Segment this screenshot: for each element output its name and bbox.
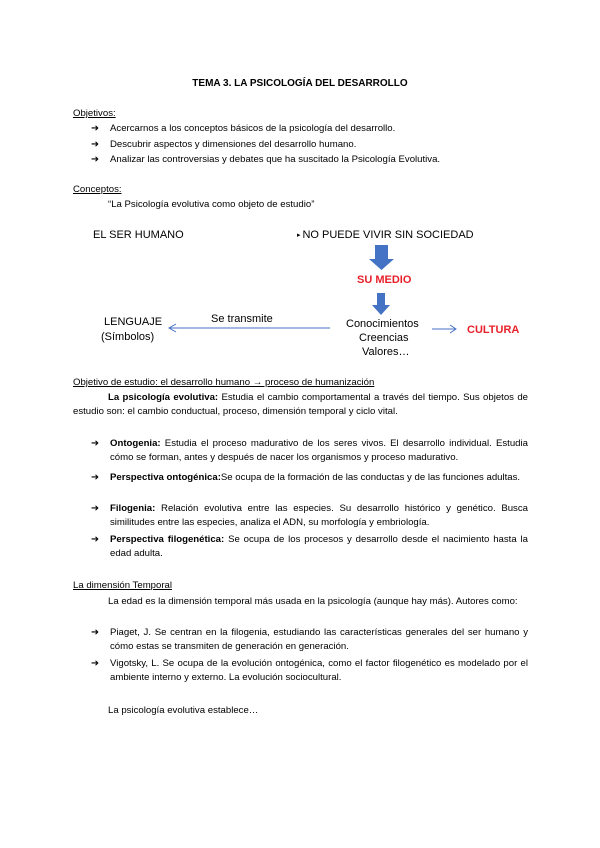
diagram-creencias: Creencias (359, 332, 409, 344)
diagram-simbolos: (Símbolos) (101, 331, 155, 343)
arrow-icon: ➔ (91, 503, 100, 514)
dimension-intro (73, 595, 528, 609)
item-bold-term: Perspectiva filogenética: (110, 534, 225, 545)
diagram-ser-humano: EL SER HUMANO (93, 229, 184, 241)
arrow-icon: ➔ (91, 438, 100, 449)
item-bold-term: Filogenia: (110, 503, 156, 514)
dimension-intro-text: La edad es la dimensión temporal más usada en la psicología (aunque hay más). Autores como: (108, 596, 518, 607)
objetivos-item-2: Descubrir aspectos y dimensiones del desarrollo humano. (110, 139, 357, 150)
objetivos-item-1: Acercarnos a los conceptos básicos de la psicología del desarrollo. (110, 123, 396, 134)
perspectiva-filogenetica-item (110, 533, 528, 561)
objetivos-arrow-icon: ➔ (91, 154, 100, 165)
diagram-cultura: CULTURA (467, 324, 520, 336)
ontogenia-item (110, 437, 528, 465)
diagram-su-medio: SU MEDIO (357, 274, 412, 286)
piaget-item: Piaget, J. Se centran en la filogenia, estudiando las características generales del ser humano y cómo estas se transmiten de generación en generación. (110, 627, 528, 652)
item-text: Se ocupa de los procesos y desarrollo desde el nacimiento hasta la edad adulta. (110, 534, 528, 559)
closing-line: La psicología evolutiva establece… (108, 705, 259, 716)
item-text: Estudia el proceso madurativo de los seres vivos. El desarrollo individual. Estudia cómo se forman, antes y después de nacer los organismos y proceso madurativo. (110, 438, 528, 463)
psicologia-evolutiva-paragraph (73, 391, 528, 419)
objetivos-item-3: Analizar las controversias y debates que ha suscitado la Psicología Evolutiva. (110, 154, 441, 165)
conceptos-quote: “La Psicología evolutiva como objeto de estudio” (108, 199, 315, 210)
objetivo-estudio-heading: Objetivo de estudio: el desarrollo humano → proceso de humanización (73, 377, 375, 388)
vigotsky-item: Vigotsky, L. Se ocupa de la evolución ontogénica, como el factor filogenético es modelado por el ambiente interno y externo. La evolución sociocultural. (110, 658, 528, 683)
arrow-icon: ➔ (91, 534, 100, 545)
diagram-lenguaje: LENGUAJE (104, 316, 163, 328)
objetivos-arrow-icon: ➔ (91, 139, 100, 150)
item-text: Relación evolutiva entre las especies. Su desarrollo histórico y genético. Busca similitudes entre las especies, analiza el ADN, su morfología y embriología. (110, 503, 528, 528)
diagram-se-transmite: Se transmite (211, 313, 273, 325)
page-title: TEMA 3. LA PSICOLOGÍA DEL DESARROLLO (192, 78, 408, 89)
arrow-icon: ➔ (91, 627, 100, 638)
small-arrow-icon: ▸ (297, 232, 303, 240)
arrow-icon: ➔ (91, 658, 100, 669)
diagram-conocimientos: Conocimientos (346, 318, 419, 330)
down-arrow-icon (369, 245, 394, 270)
item-bold-term: Ontogenia: (110, 438, 161, 449)
diagram-no-puede-text: NO PUEDE VIVIR SIN SOCIEDAD (302, 229, 474, 241)
perspectiva-ontogenica-item (110, 471, 528, 485)
item-text: Se ocupa de la formación de las conductas y de las funciones adultas. (220, 472, 521, 483)
objetivos-heading: Objetivos: (73, 108, 116, 119)
paragraph-text: Estudia el cambio comportamental a través del tiempo. Sus objetos de estudio son: el cambio conductual, proceso, dimensión temporal y ciclo vital. (73, 392, 528, 417)
filogenia-item (110, 502, 528, 530)
arrow-icon: ➔ (91, 472, 100, 483)
conceptos-heading: Conceptos: (73, 184, 122, 195)
diagram-valores: Valores… (362, 346, 410, 358)
item-bold-term: Perspectiva ontogénica: (110, 472, 221, 483)
objetivos-arrow-icon: ➔ (91, 123, 100, 134)
paragraph-bold-term: La psicología evolutiva: (108, 392, 219, 403)
down-arrow-icon (372, 293, 390, 315)
dimension-heading: La dimensión Temporal (73, 580, 173, 591)
